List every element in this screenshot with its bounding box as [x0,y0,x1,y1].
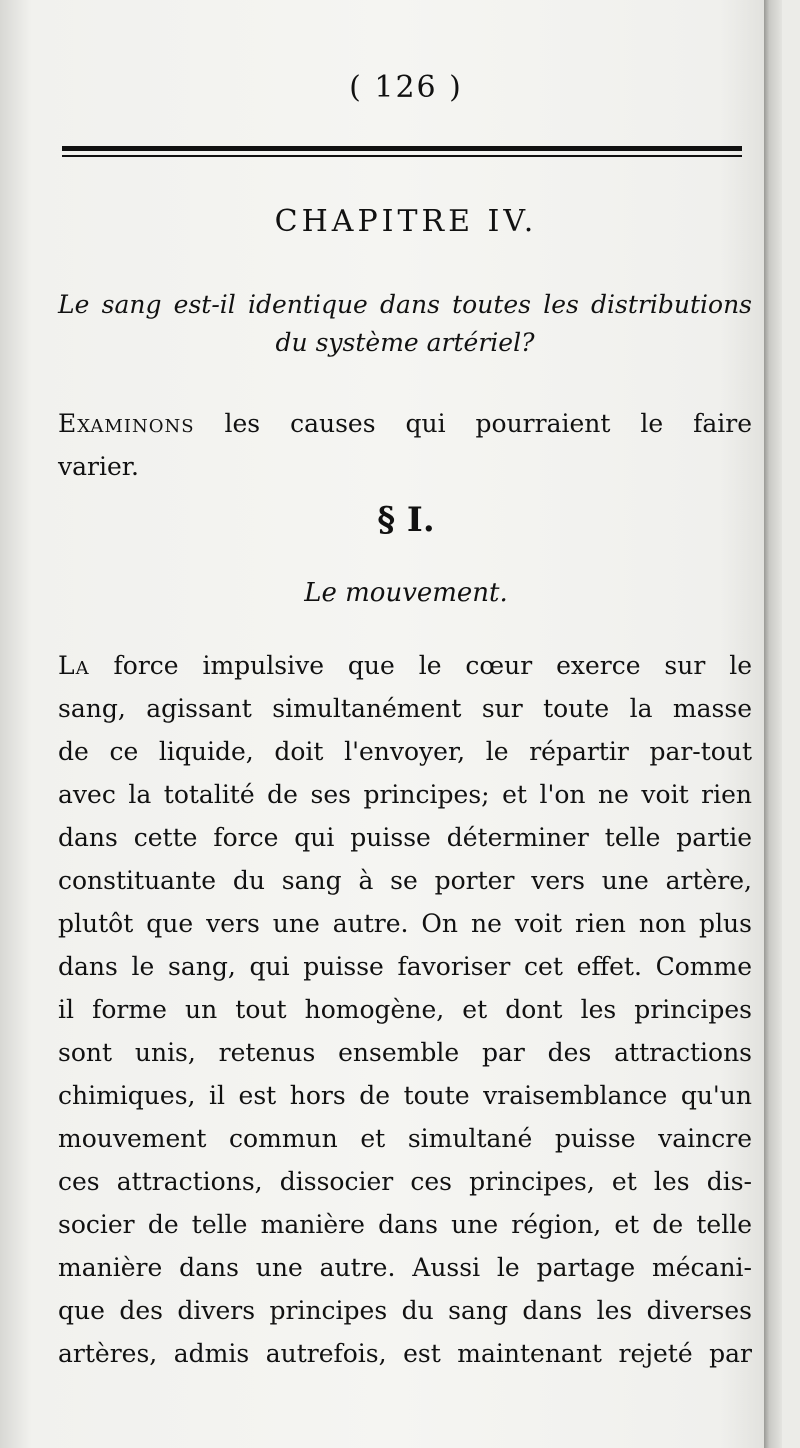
paragraph-line: constituante du sang à se porter vers une artère, [58,866,752,895]
paragraph-line: sang, agissant simultanément sur toute la masse [58,694,752,723]
paragraph-line: chimiques, il est hors de toute vraisemblance qu'un [58,1081,752,1110]
paragraph-line: socier de telle manière dans une région, et de telle [58,1210,752,1239]
paragraph-line: plutôt que vers une autre. On ne voit rien non plus [58,909,752,938]
chapter-subtitle [58,286,752,362]
section-mark: § I. [377,500,435,540]
intro-paragraph [58,402,752,488]
chapter-title: CHAPITRE IV. [274,204,538,239]
paragraph-line: que des divers principes du sang dans les diverses [58,1296,752,1325]
main-paragraph [58,644,752,1375]
header-rule-thin [62,155,742,157]
paragraph-line: manière dans une autre. Aussi le partage mécani- [58,1253,752,1282]
section-title: Le mouvement. [304,578,508,608]
paragraph-line: il forme un tout homogène, et dont les principes [58,995,752,1024]
paragraph-line: dans le sang, qui puisse favoriser cet effet. Comme [58,952,752,981]
header-rule-thick [62,146,742,151]
paragraph-lead-word: La [58,651,90,680]
paragraph-line: avec la totalité de ses principes; et l'on ne voit rien [58,780,752,809]
paragraph-line: mouvement commun et simultané puisse vaincre [58,1124,752,1153]
paragraph-line: dans cette force qui puisse déterminer telle partie [58,823,752,852]
intro-line-2: varier. [58,452,139,481]
paragraph-line: de ce liquide, doit l'envoyer, le répartir par-tout [58,737,752,766]
paragraph-line: ces attractions, dissocier ces principes, et les dis- [58,1167,752,1196]
paragraph-line-1-rest: force impulsive que le cœur exerce sur le [89,651,752,680]
paragraph-line-1 [58,644,752,687]
intro-lead-word: Examinons [58,409,195,438]
subtitle-line-1: Le sang est-il identique dans toutes les distributions [58,290,752,319]
paragraph-line: sont unis, retenus ensemble par des attractions [58,1038,752,1067]
intro-line-1 [58,402,752,445]
subtitle-line-2: du système artériel? [275,328,535,357]
paragraph-line: artères, admis autrefois, est maintenant rejeté par [58,1339,752,1368]
intro-line-1-rest: les causes qui pourraient le faire [194,409,752,438]
page-number: ( 126 ) [349,70,463,105]
